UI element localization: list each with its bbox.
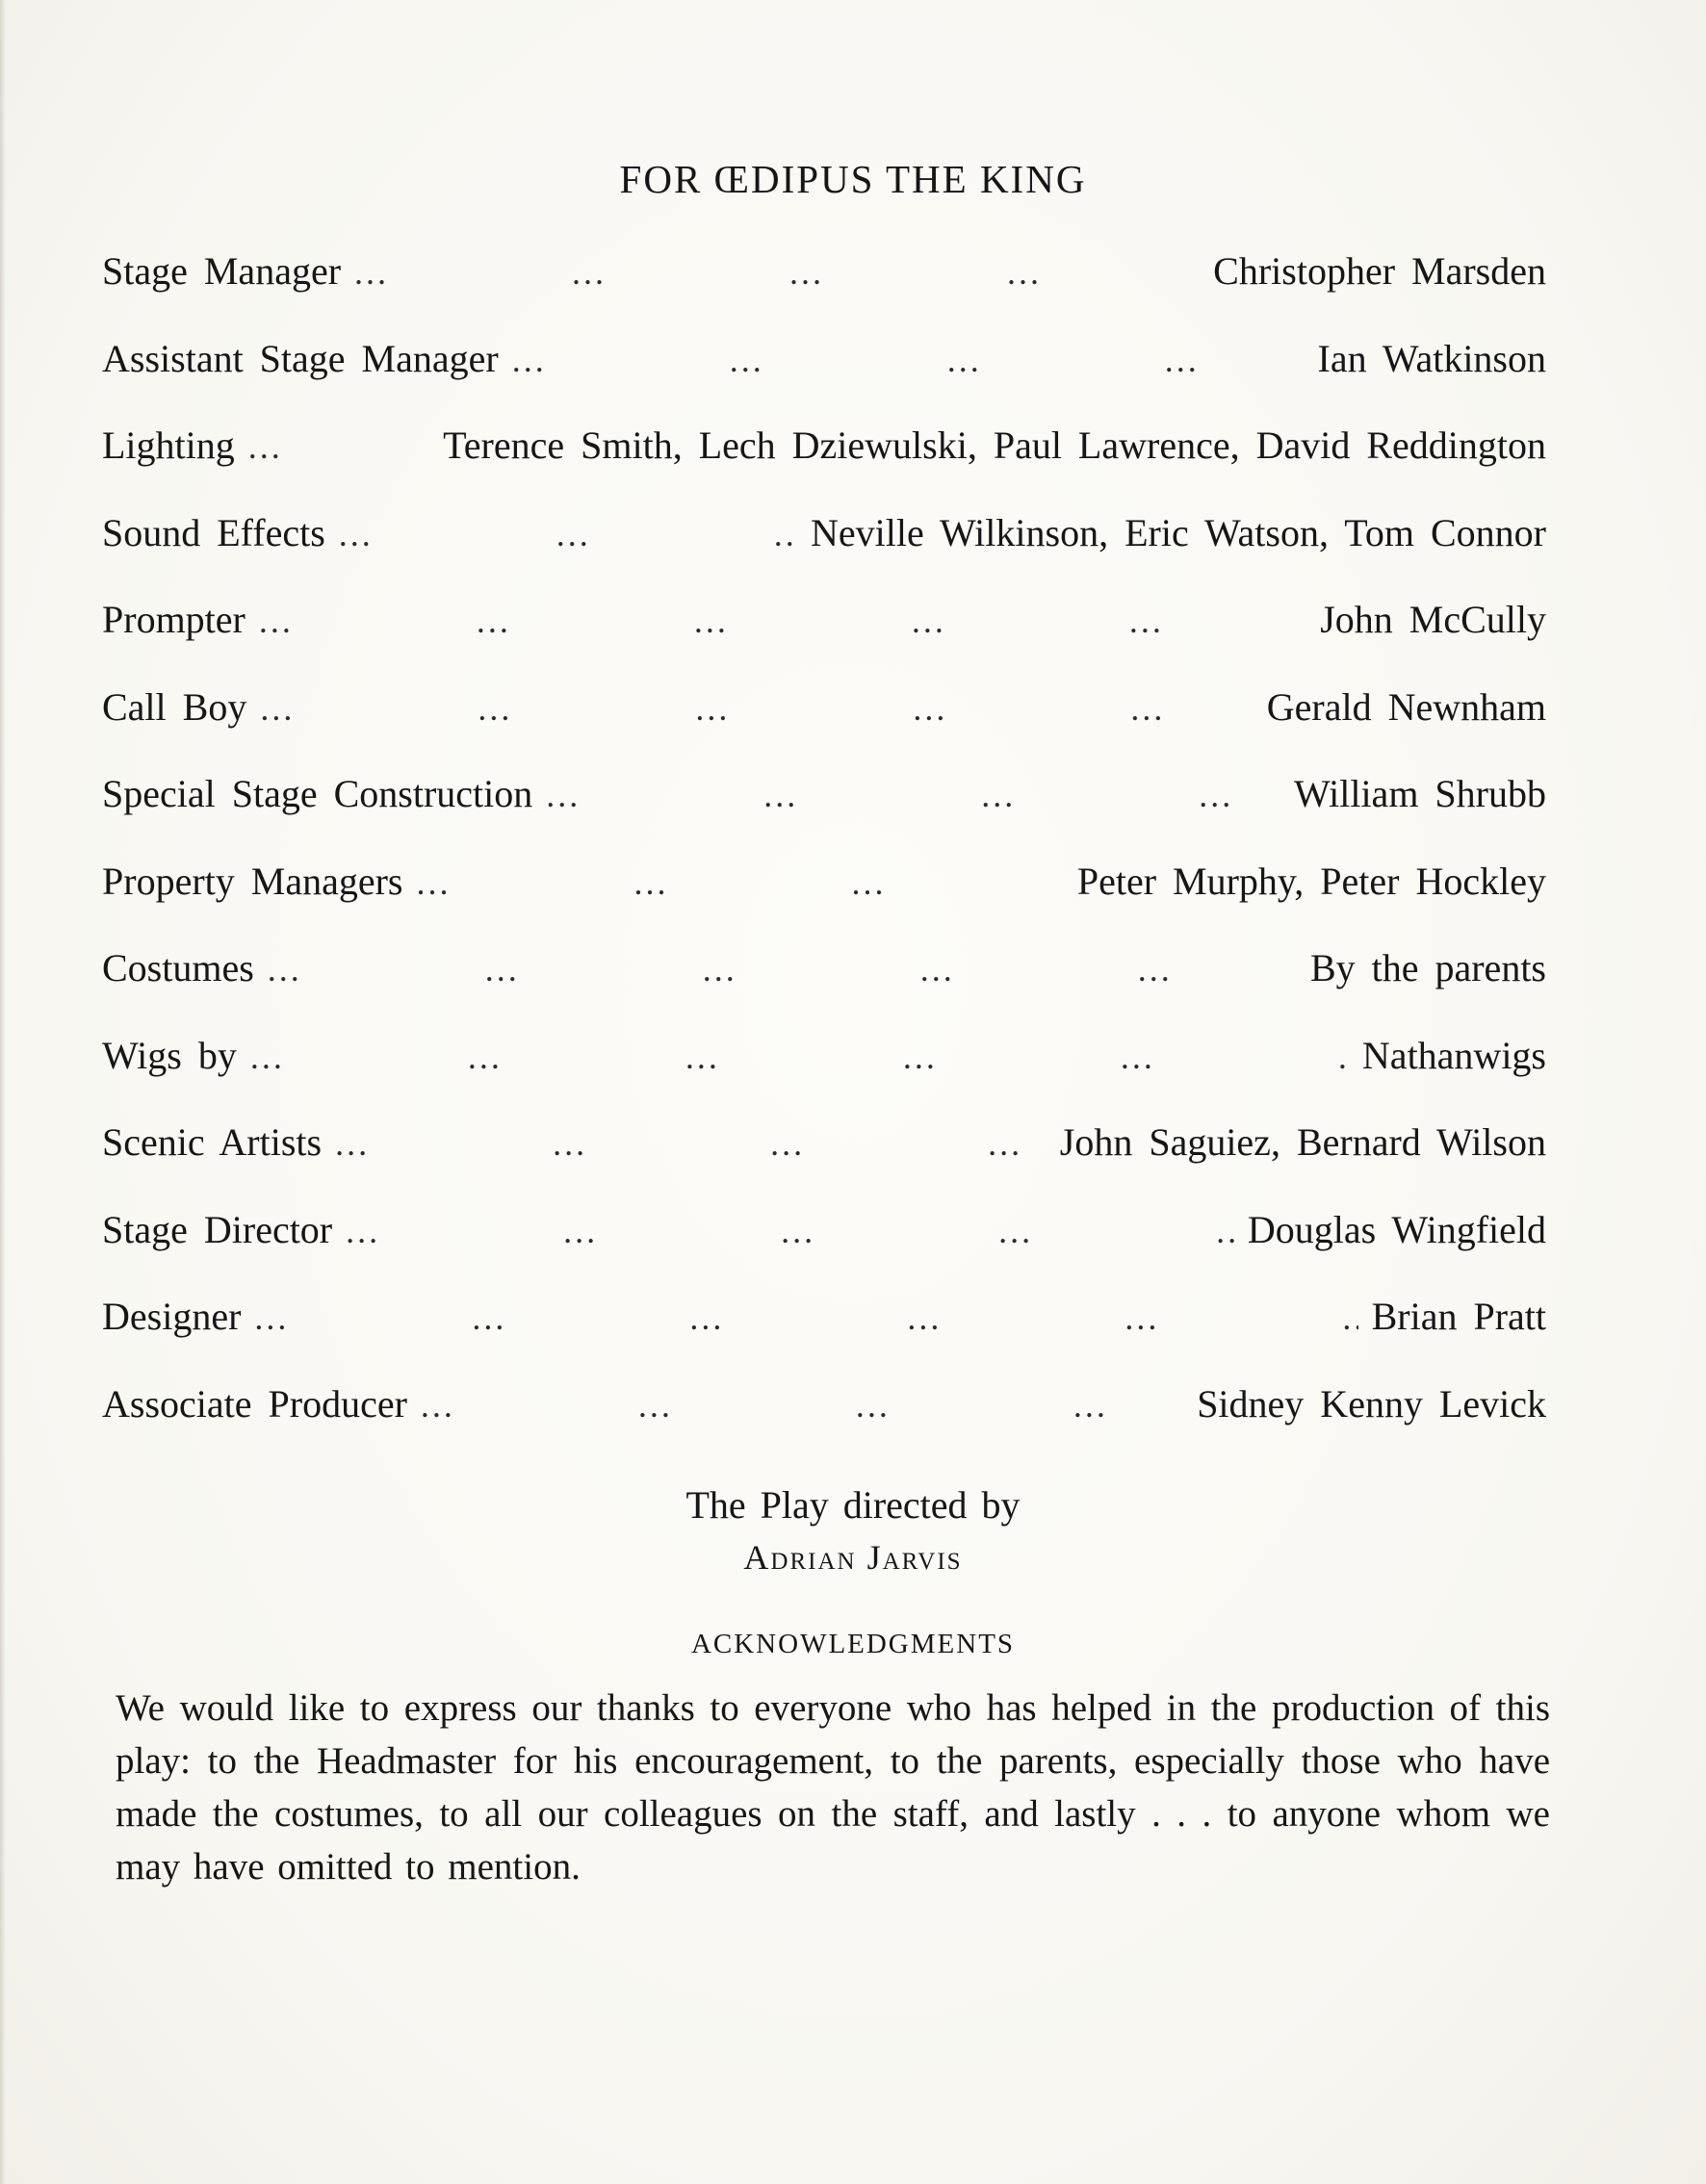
credit-role: Stage Director xyxy=(102,1207,333,1251)
page-title: FOR ŒDIPUS THE KING xyxy=(619,157,1087,201)
credit-role: Assistant Stage Manager xyxy=(102,336,499,380)
dot-leader xyxy=(248,426,429,467)
dot-leader xyxy=(268,949,1297,989)
credits-list xyxy=(102,248,1546,1468)
credit-name: William Shrubb xyxy=(1293,772,1546,815)
credit-name: Ian Watkinson xyxy=(1317,336,1546,380)
dot-leader xyxy=(512,340,1305,380)
credit-role: Special Stage Construction xyxy=(102,772,533,815)
credit-name: Terence Smith, Lech Dziewulski, Paul Lawrence, David Reddington xyxy=(443,424,1546,467)
credit-role: Designer xyxy=(102,1295,242,1338)
credit-role: Lighting xyxy=(102,424,235,467)
credit-row xyxy=(102,1381,1546,1469)
credit-row xyxy=(102,1033,1546,1120)
credit-name: Sidney Kenny Levick xyxy=(1197,1381,1546,1426)
credit-role: Prompter xyxy=(102,598,246,641)
credit-role: Wigs by xyxy=(102,1033,237,1077)
directed-by-label: The Play directed by xyxy=(685,1483,1021,1527)
credit-role: Sound Effects xyxy=(102,510,325,554)
credit-role: Scenic Artists xyxy=(102,1120,323,1164)
dot-leader xyxy=(259,601,1306,641)
acknowledgments-heading: ACKNOWLEDGMENTS xyxy=(690,1629,1016,1659)
dot-leader xyxy=(354,252,1200,293)
credit-row xyxy=(102,1119,1546,1207)
credit-name: Neville Wilkinson, Eric Watson, Tom Connor xyxy=(811,510,1546,554)
credit-row xyxy=(102,597,1546,684)
credit-row xyxy=(102,684,1546,772)
credit-role: Associate Producer xyxy=(102,1381,407,1426)
credit-name: Brian Pratt xyxy=(1371,1295,1546,1338)
dot-leader xyxy=(421,1385,1183,1426)
credit-row xyxy=(102,859,1546,946)
credit-name: John Saguiez, Bernard Wilson xyxy=(1059,1120,1546,1164)
dot-leader xyxy=(254,1298,1357,1338)
dot-leader xyxy=(346,1211,1234,1251)
credit-role: Property Managers xyxy=(102,859,403,903)
credit-name: Peter Murphy, Peter Hockley xyxy=(1076,859,1546,903)
credit-row xyxy=(102,510,1546,598)
director-name: Adrian Jarvis xyxy=(743,1538,963,1577)
dot-leader xyxy=(339,514,797,554)
acknowledgments-text: We would like to express our thanks to everyone who has helped in the production of this play: to the Headmaster for his encouragement, to the parents, especially those who have made the costumes, to all our colleagues on the staff, and lastly . . . to anyone whom we may have omitted to mention. xyxy=(116,1687,1550,1888)
credit-name: Christopher Marsden xyxy=(1213,249,1546,293)
credit-name: By the parents xyxy=(1309,946,1546,989)
page-edge xyxy=(0,0,6,2184)
credit-row xyxy=(102,336,1546,424)
credit-row xyxy=(102,1294,1546,1381)
dot-leader xyxy=(250,1037,1349,1077)
credit-row xyxy=(102,945,1546,1033)
credit-row xyxy=(102,423,1546,510)
dot-leader xyxy=(416,862,1063,903)
dot-leader xyxy=(335,1123,1047,1164)
credit-name: John McCully xyxy=(1320,598,1546,641)
dot-leader xyxy=(260,688,1253,729)
credit-role: Costumes xyxy=(102,946,254,989)
credit-role: Stage Manager xyxy=(102,249,342,293)
credit-name: Douglas Wingfield xyxy=(1247,1207,1546,1251)
credit-name: Nathanwigs xyxy=(1361,1033,1546,1077)
credit-row xyxy=(102,771,1546,859)
dot-leader xyxy=(546,775,1280,815)
credit-row xyxy=(102,1207,1546,1295)
credit-row xyxy=(102,248,1546,336)
credit-role: Call Boy xyxy=(102,684,247,729)
credit-name: Gerald Newnham xyxy=(1266,684,1546,729)
